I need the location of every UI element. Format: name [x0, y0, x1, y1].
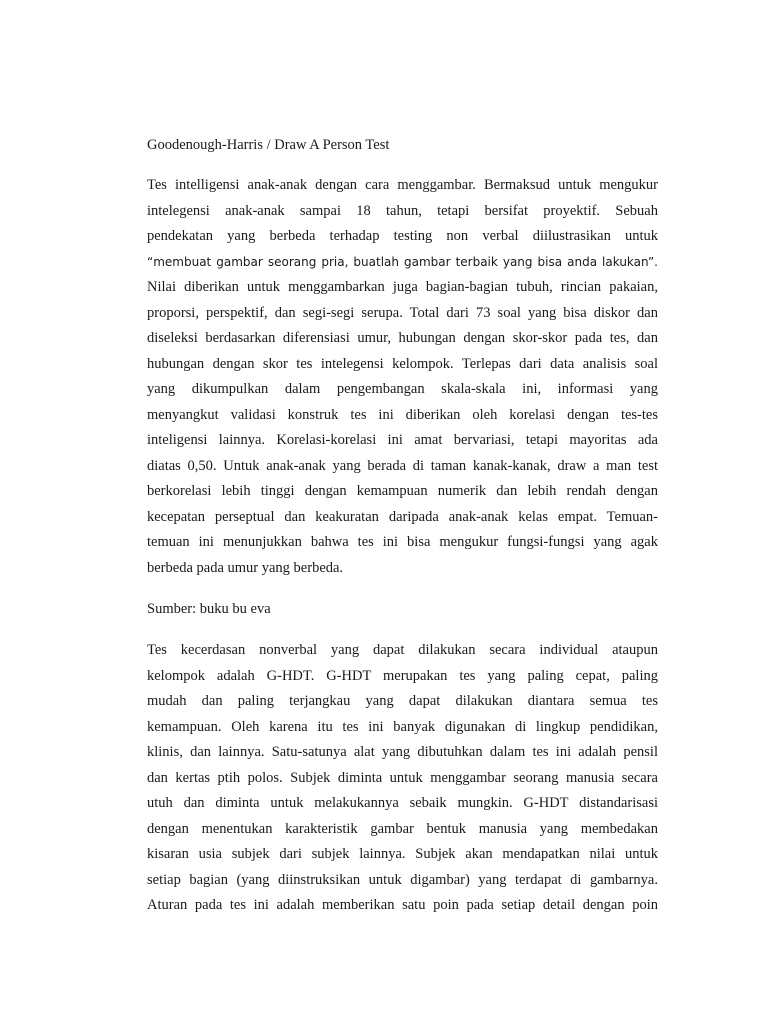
paragraph-line: Aturan pada tes ini adalah memberikan satu poin pada setiap detail dengan poin — [147, 897, 658, 913]
quoted-instruction: “membuat gambar seorang pria, buatlah gambar terbaik yang bisa anda lakukan”. — [147, 254, 658, 269]
paragraph-line: kisaran usia subjek dari subjek lainnya. Subjek akan mendapatkan nilai untuk — [147, 846, 658, 862]
paragraph-line: kecepatan perseptual dan keakuratan daripada anak-anak kelas empat. Temuan- — [147, 508, 658, 525]
paragraph-line: Nilai diberikan untuk menggambarkan juga bagian-bagian tubuh, rincian pakaian, — [147, 279, 658, 295]
paragraph-line: temuan ini menunjukkan bahwa tes ini bisa mengukur fungsi-fungsi yang agak — [147, 534, 658, 550]
paragraph-intro — [147, 173, 658, 581]
paragraph-line: setiap bagian (yang diinstruksikan untuk digambar) yang terdapat di gambarnya. — [147, 871, 658, 888]
paragraph-line: pendekatan yang berbeda terhadap testing non verbal diilustrasikan untuk — [147, 228, 658, 244]
paragraph-line: klinis, dan lainnya. Satu-satunya alat yang dibutuhkan dalam tes ini adalah pensil — [147, 744, 658, 760]
document-page — [147, 133, 658, 919]
paragraph-line: berkorelasi lebih tinggi dengan kemampuan numerik dan lebih rendah dengan — [147, 483, 658, 499]
paragraph-line: intelegensi anak-anak sampai 18 tahun, tetapi bersifat proyektif. Sebuah — [147, 202, 658, 219]
document-title: Goodenough-Harris / Draw A Person Test — [147, 137, 390, 153]
paragraph-line: berbeda pada umur yang berbeda. — [147, 559, 344, 576]
paragraph-line: dan kertas ptih polos. Subjek diminta untuk menggambar seorang manusia secara — [147, 769, 658, 786]
paragraph-line: kelompok adalah G-HDT. G-HDT merupakan tes yang paling cepat, paling — [147, 667, 658, 684]
paragraph-line: mudah dan paling terjangkau yang dapat dilakukan diantara semua tes — [147, 693, 658, 709]
paragraph-line: yang dikumpulkan dalam pengembangan skala-skala ini, informasi yang — [147, 381, 658, 397]
paragraph-line: dengan menentukan karakteristik gambar bentuk manusia yang membedakan — [147, 820, 658, 837]
paragraph-line: utuh dan diminta untuk melakukannya sebaik mungkin. G-HDT distandarisasi — [147, 795, 658, 811]
paragraph-line: diatas 0,50. Untuk anak-anak yang berada di taman kanak-kanak, draw a man test — [147, 457, 658, 474]
paragraph-line: Tes kecerdasan nonverbal yang dapat dilakukan secara individual ataupun — [147, 642, 658, 658]
paragraph-line: hubungan dengan skor tes intelegensi kelompok. Terlepas dari data analisis soal — [147, 355, 658, 372]
source-citation: Sumber: buku bu eva — [147, 601, 271, 617]
paragraph-line: Tes intelligensi anak-anak dengan cara menggambar. Bermaksud untuk mengukur — [147, 177, 658, 193]
paragraph-line: proporsi, perspektif, dan segi-segi serupa. Total dari 73 soal yang bisa diskor dan — [147, 304, 658, 321]
paragraph-ghdt — [147, 638, 658, 919]
paragraph-line: inteligensi lainnya. Korelasi-korelasi ini amat bervariasi, tetapi mayoritas ada — [147, 432, 658, 448]
paragraph-line: diseleksi berdasarkan diferensiasi umur, hubungan dengan skor-skor pada tes, dan — [147, 330, 658, 346]
paragraph-line: kemampuan. Oleh karena itu tes ini banyak digunakan di lingkup pendidikan, — [147, 718, 658, 735]
paragraph-line: menyangkut validasi konstruk tes ini diberikan oleh korelasi dengan tes-tes — [147, 406, 658, 423]
